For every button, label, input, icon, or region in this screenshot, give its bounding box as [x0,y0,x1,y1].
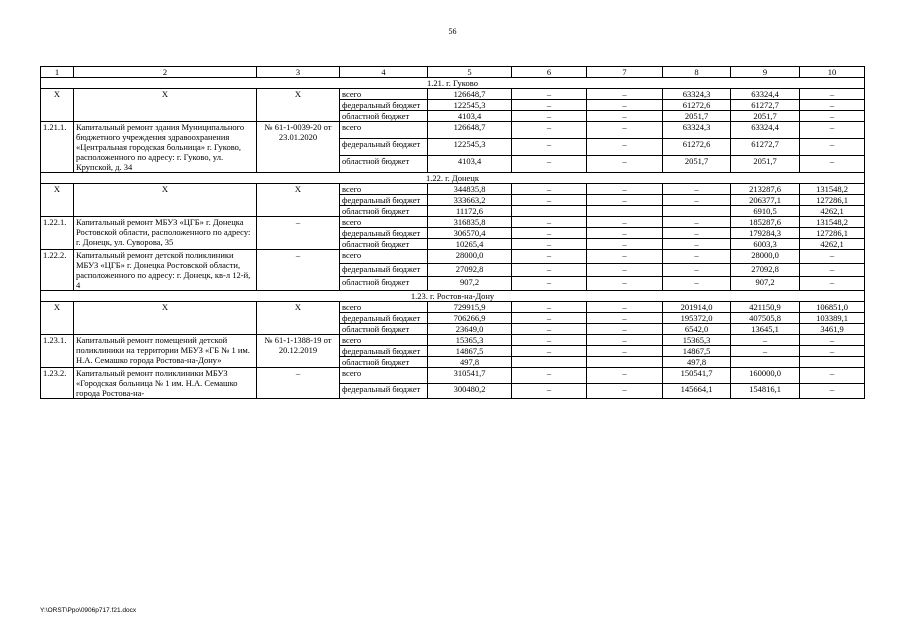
funding-source: федеральный бюджет [340,100,428,111]
value-cell: – [512,122,587,139]
column-header: 9 [731,67,800,78]
value-cell: 11172,6 [428,206,512,217]
value-cell: 61272,6 [663,100,731,111]
funding-source: федеральный бюджет [340,383,428,399]
value-cell: 4262,1 [800,206,865,217]
value-cell: 27092,8 [731,263,800,277]
value-cell: 145664,1 [663,383,731,399]
value-cell: – [731,346,800,357]
value-cell: – [587,156,663,173]
value-cell: 63324,4 [731,122,800,139]
funding-source: областной бюджет [340,206,428,217]
value-cell: – [663,195,731,206]
value-cell: 907,2 [731,277,800,291]
column-header: 6 [512,67,587,78]
value-cell: – [587,346,663,357]
value-cell: 131548,2 [800,217,865,228]
item-number: Х [41,89,74,122]
value-cell: 63324,3 [663,122,731,139]
value-cell: 300480,2 [428,383,512,399]
funding-source: федеральный бюджет [340,263,428,277]
value-cell: 4103,4 [428,156,512,173]
value-cell: – [587,368,663,384]
value-cell: 61272,6 [663,139,731,156]
value-cell [731,357,800,368]
value-cell: 63324,4 [731,89,800,100]
value-cell: – [663,184,731,195]
value-cell [512,357,587,368]
value-cell: – [512,156,587,173]
value-cell: – [587,383,663,399]
funding-source: всего [340,217,428,228]
value-cell: – [800,277,865,291]
item-number: 1.22.1. [41,217,74,250]
expert-conclusion: Х [257,302,340,335]
value-cell: 106851,0 [800,302,865,313]
column-header: 8 [663,67,731,78]
value-cell: – [731,335,800,346]
value-cell [587,206,663,217]
item-number: 1.23.2. [41,368,74,399]
value-cell: 10265,4 [428,239,512,250]
funding-source: всего [340,89,428,100]
value-cell: 160000,0 [731,368,800,384]
column-header: 2 [74,67,257,78]
value-cell: – [512,346,587,357]
value-cell: 154816,1 [731,383,800,399]
value-cell: 13645,1 [731,324,800,335]
value-cell: 122545,3 [428,139,512,156]
value-cell: – [587,335,663,346]
value-cell: 3461,9 [800,324,865,335]
value-cell: – [800,100,865,111]
value-cell: – [512,383,587,399]
expert-conclusion: – [257,217,340,250]
value-cell: – [587,228,663,239]
expert-conclusion: Х [257,184,340,217]
value-cell: – [512,139,587,156]
value-cell: 2051,7 [731,156,800,173]
value-cell: 131548,2 [800,184,865,195]
table-row [41,302,865,313]
value-cell: 126648,7 [428,122,512,139]
value-cell: – [800,383,865,399]
funding-source: всего [340,335,428,346]
expert-conclusion: Х [257,89,340,122]
column-header: 10 [800,67,865,78]
table-row [41,368,865,384]
funding-source: федеральный бюджет [340,346,428,357]
value-cell: 201914,0 [663,302,731,313]
value-cell: 6910,5 [731,206,800,217]
item-name: Капитальный ремонт поликлиники МБУЗ «Городская больница № 1 им. Н.А. Семашко города Ростова-на- [74,368,257,399]
item-name: Капитальный ремонт помещений детской поликлиники на территории МБУЗ «ГБ № 1 им. Н.А. Семашко города Ростова-на-Дону» [74,335,257,368]
value-cell: 27092,8 [428,263,512,277]
value-cell: 729915,9 [428,302,512,313]
value-cell: – [587,184,663,195]
value-cell: 316835,8 [428,217,512,228]
value-cell: 61272,7 [731,139,800,156]
expert-conclusion: – [257,368,340,399]
funding-source: федеральный бюджет [340,195,428,206]
funding-source: федеральный бюджет [340,139,428,156]
value-cell: – [800,263,865,277]
value-cell: 14867,5 [663,346,731,357]
value-cell: – [512,111,587,122]
value-cell: 497,8 [663,357,731,368]
item-name: Х [74,89,257,122]
value-cell: – [512,100,587,111]
item-number: 1.23.1. [41,335,74,368]
value-cell: – [512,217,587,228]
value-cell: – [512,184,587,195]
value-cell: 206377,1 [731,195,800,206]
value-cell: 907,2 [428,277,512,291]
table-row [41,217,865,228]
value-cell: 421150,9 [731,302,800,313]
value-cell: – [587,195,663,206]
funding-source: федеральный бюджет [340,228,428,239]
column-header: 1 [41,67,74,78]
section-title: 1.22. г. Донецк [41,173,865,184]
expert-conclusion: № 61-1-1388-19 от 20.12.2019 [257,335,340,368]
value-cell: 28000,0 [731,250,800,264]
table-row [41,122,865,139]
value-cell: – [512,335,587,346]
value-cell: – [587,324,663,335]
value-cell: – [512,277,587,291]
table-row [41,89,865,100]
value-cell: – [512,302,587,313]
value-cell: – [800,335,865,346]
table-row [41,184,865,195]
value-cell: 6542,0 [663,324,731,335]
column-header: 7 [587,67,663,78]
value-cell: – [512,228,587,239]
value-cell: 103389,1 [800,313,865,324]
file-path-footer: Y:\ORST\Ppo\0906p717.f21.docx [40,607,137,614]
item-name: Капитальный ремонт детской поликлиники МБУЗ «ЦГБ» г. Донецка Ростовской области, расположенного по адресу: г. Донецк, кв-л 12-й, 4 [74,250,257,291]
expert-conclusion: № 61-1-0039-20 от 23.01.2020 [257,122,340,173]
value-cell [663,206,731,217]
value-cell: – [800,250,865,264]
value-cell: – [587,100,663,111]
value-cell: – [587,217,663,228]
item-number: Х [41,184,74,217]
expert-conclusion: – [257,250,340,291]
funding-source: областной бюджет [340,111,428,122]
value-cell: – [800,139,865,156]
section-title: 1.21. г. Гуково [41,78,865,89]
value-cell: – [512,368,587,384]
value-cell: – [587,122,663,139]
budget-table [40,66,865,399]
value-cell: – [587,263,663,277]
value-cell: – [800,111,865,122]
item-name: Х [74,184,257,217]
value-cell: 2051,7 [663,111,731,122]
value-cell: – [512,313,587,324]
value-cell: – [512,263,587,277]
header-row [41,67,865,78]
value-cell: 150541,7 [663,368,731,384]
table-row [41,250,865,264]
value-cell: – [663,263,731,277]
value-cell: – [663,239,731,250]
funding-source: всего [340,184,428,195]
value-cell: – [663,217,731,228]
value-cell [512,206,587,217]
value-cell: 306570,4 [428,228,512,239]
value-cell: 4103,4 [428,111,512,122]
value-cell: – [663,277,731,291]
value-cell: – [512,239,587,250]
value-cell: – [800,122,865,139]
column-header: 5 [428,67,512,78]
section-row [41,291,865,302]
value-cell: – [663,228,731,239]
value-cell: 63324,3 [663,89,731,100]
value-cell [587,357,663,368]
value-cell [800,357,865,368]
value-cell: 122545,3 [428,100,512,111]
value-cell: – [587,250,663,264]
value-cell: – [800,156,865,173]
page-number: 56 [448,27,457,36]
funding-source: всего [340,250,428,264]
value-cell: 706266,9 [428,313,512,324]
value-cell: – [512,195,587,206]
value-cell: 126648,7 [428,89,512,100]
value-cell: 185287,6 [731,217,800,228]
value-cell: 15365,3 [428,335,512,346]
value-cell: – [800,89,865,100]
item-number: 1.22.2. [41,250,74,291]
value-cell: 195372,0 [663,313,731,324]
funding-source: областной бюджет [340,277,428,291]
value-cell: – [512,250,587,264]
value-cell: – [587,239,663,250]
value-cell: 14867,5 [428,346,512,357]
value-cell: – [800,368,865,384]
funding-source: всего [340,368,428,384]
funding-source: областной бюджет [340,156,428,173]
funding-source: федеральный бюджет [340,313,428,324]
value-cell: 28000,0 [428,250,512,264]
value-cell: 6003,3 [731,239,800,250]
section-row [41,78,865,89]
item-name: Х [74,302,257,335]
value-cell: – [587,111,663,122]
funding-source: областной бюджет [340,324,428,335]
value-cell: – [587,277,663,291]
value-cell: 61272,7 [731,100,800,111]
value-cell: – [587,139,663,156]
funding-source: всего [340,302,428,313]
value-cell: 2051,7 [663,156,731,173]
item-number: 1.21.1. [41,122,74,173]
value-cell: – [663,250,731,264]
value-cell: 23649,0 [428,324,512,335]
value-cell: 344835,8 [428,184,512,195]
value-cell: 15365,3 [663,335,731,346]
value-cell: 2051,7 [731,111,800,122]
table-row [41,335,865,346]
section-row [41,173,865,184]
value-cell: 407505,8 [731,313,800,324]
value-cell: 127286,1 [800,195,865,206]
value-cell: 127286,1 [800,228,865,239]
value-cell: – [512,89,587,100]
value-cell: 310541,7 [428,368,512,384]
value-cell: – [587,313,663,324]
value-cell: 4262,1 [800,239,865,250]
value-cell: – [587,302,663,313]
value-cell: 333663,2 [428,195,512,206]
item-name: Капитальный ремонт здания Муниципального бюджетного учреждения здравоохранения «Центральная городская больница» г. Гуково, расположенного по адресу: г. Гуково, ул. Крупской, д. 34 [74,122,257,173]
column-header: 3 [257,67,340,78]
value-cell: – [587,89,663,100]
item-number: Х [41,302,74,335]
value-cell: 179284,3 [731,228,800,239]
value-cell: – [800,346,865,357]
value-cell: – [512,324,587,335]
section-title: 1.23. г. Ростов-на-Дону [41,291,865,302]
funding-source: всего [340,122,428,139]
funding-source: областной бюджет [340,239,428,250]
column-header: 4 [340,67,428,78]
item-name: Капитальный ремонт МБУЗ «ЦГБ» г. Донецка Ростовской области, расположенного по адресу: г. Донецк, ул. Суворова, 35 [74,217,257,250]
value-cell: 213287,6 [731,184,800,195]
value-cell: 497,8 [428,357,512,368]
funding-source: областной бюджет [340,357,428,368]
